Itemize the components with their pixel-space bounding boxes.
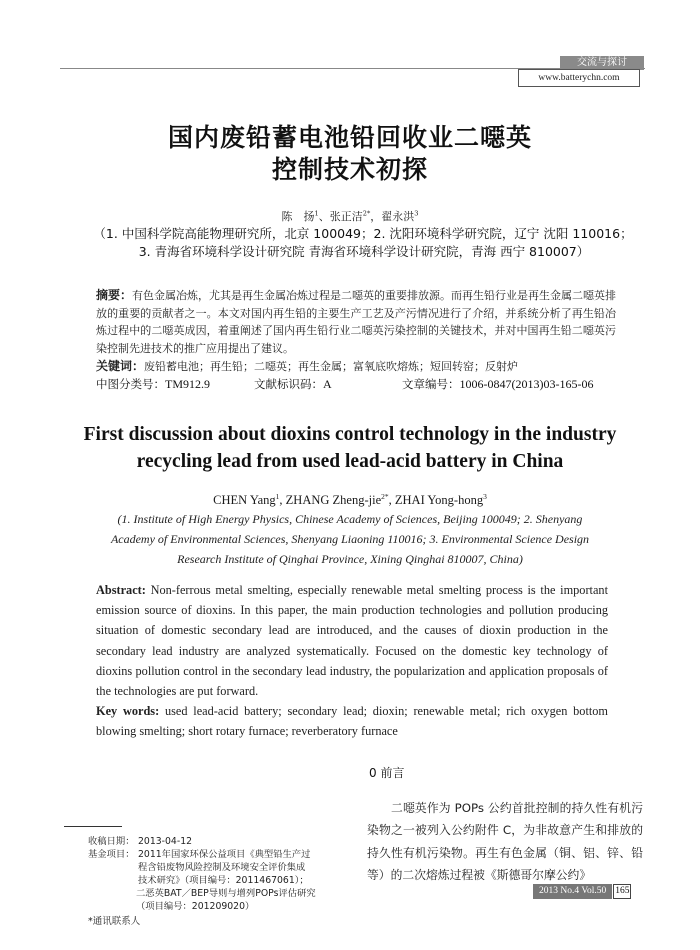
keywords-en-label: Key words: — [96, 704, 160, 719]
abstract-en-text: Non-ferrous metal smelting, especially renewable metal smelting process is the important emission source of dioxins. In this paper, the main production technologies and pollution producing situation of domestic secondary lead are introduced, and the causes of dioxin production in the secondary lead industry are analyzed systematically. Focused on the domestic key technology of dioxins pollution control in the secondary lead industry, the popularization and application proposals of the technologies are put forward. — [96, 583, 608, 699]
article-number-label: 文章编号： — [402, 377, 460, 391]
author-en-1: CHEN Yang — [213, 493, 276, 507]
journal-website: www.batterychn.com — [518, 69, 640, 87]
title-en-line2: recycling lead from used lead-acid battery in China — [136, 451, 564, 472]
project-label: 基金项目： — [88, 848, 135, 860]
authors-cn: 陈 扬$^1$、张正洁$^{2*}$，翟永洪$^3$ — [281, 209, 419, 223]
article-number-value: 1006-0847(2013)03-165-06 — [459, 377, 594, 391]
project-line3: 技术研究》（项目编号：2011467061）； — [138, 874, 309, 886]
abstract-en — [96, 580, 608, 742]
keywords-cn-label: 关键词： — [96, 359, 145, 373]
author-en-1-sup: 1 — [275, 491, 280, 501]
project-line1: 2011年国家环保公益项目《典型铅生产过 — [138, 848, 311, 860]
doc-code — [254, 376, 332, 392]
abstract-cn-text: 有色金属冶炼，尤其是再生金属冶炼过程是二噁英的重要排放源。而再生铅行业是再生金属二噁英排放的重要的贡献者之一。本文对国内再生铅的主要生产工艺及产污情况进行了介绍，并系统分析了再生铅冶炼过程中的二噁英成因，着重阐述了国内再生铅行业二噁英污染控制的关键技术，并对中国再生铅二噁英污染控制先进技术的推广应用提出了建议。 — [96, 289, 617, 355]
body-paragraph: 二噁英作为 POPs 公约首批控制的持久性有机污染物之一被列入公约附件 C，为非故意产生和排放的持久性有机污染物。再生有色金属（铜、铝、锌、铅等）的二次熔炼过程被《斯德哥尔摩公约》 — [367, 801, 643, 883]
project-line2: 程含铅废物风险控制及环境安全评价集成 — [138, 861, 306, 873]
clc-value: TM912.9 — [165, 377, 210, 391]
affiliation-cn-line1: （1. 中国科学院高能物理研究所，北京 100049；2. 沈阳环境科学研究院，辽宁 沈阳 110016； — [93, 226, 633, 241]
abstract-en-label: Abstract: — [96, 583, 146, 597]
clc-code — [96, 376, 210, 392]
received-date: 2013-04-12 — [138, 836, 193, 847]
author-cn-3-sup: 3 — [414, 209, 419, 218]
title-cn-line1: 国内废铅蓄电池铅回收业二噁英 — [167, 123, 532, 152]
abstract-cn — [96, 287, 616, 357]
footnote — [88, 836, 348, 913]
corresponding-author-note: *通讯联系人 — [88, 916, 141, 927]
affiliation-en-line1: (1. Institute of High Energy Physics, Chinese Academy of Sciences, Beijing 100049; 2. Shenyang — [117, 512, 583, 526]
author-en-3: ZHAI Yong-hong — [394, 493, 484, 507]
section-heading: 0 前言 — [369, 766, 405, 780]
classification-row — [96, 376, 636, 394]
author-en-2-sup: 2* — [381, 491, 389, 501]
author-cn-2: 张正洁 — [329, 210, 363, 223]
project-line5: （项目编号：201209020） — [136, 900, 255, 912]
affiliation-en-line2: Academy of Environmental Sciences, Shenyang Liaoning 110016; 3. Environmental Science Design — [110, 532, 590, 546]
author-cn-2-sup: 2* — [362, 209, 371, 218]
footnote-rule — [64, 826, 122, 827]
page-number: 165 — [613, 884, 631, 899]
authors-en: CHEN Yang$^1$, ZHANG Zheng-jie$^{2*}$, ZHAI Yong-hong$^3$ — [213, 491, 487, 507]
title-en-line1: First discussion about dioxins control technology in the industry — [83, 424, 617, 445]
author-cn-1-sup: 1 — [314, 209, 319, 218]
keywords-en-text: used lead-acid battery; secondary lead; dioxin; renewable metal; rich oxygen bottom blowing smelting; short rotary furnace; reverberatory furnace — [96, 704, 609, 739]
received-label: 收稿日期： — [88, 836, 135, 847]
doc-label: 文献标识码： — [254, 377, 323, 391]
author-cn-1: 陈 扬 — [281, 210, 315, 223]
author-cn-3: 翟永洪 — [381, 210, 415, 223]
author-en-2: ZHANG Zheng-jie — [285, 493, 382, 507]
affiliation-en — [92, 509, 608, 569]
author-en-3-sup: 3 — [483, 491, 487, 501]
article-number — [402, 376, 593, 392]
keywords-cn-text: 废铅蓄电池；再生铅；二噁英；再生金属；富氧底吹熔炼；短回转窑；反射炉 — [144, 360, 519, 373]
title-cn-line2: 控制技术初探 — [271, 155, 428, 184]
title-en — [60, 421, 640, 475]
affiliation-cn-line2: 3. 青海省环境科学设计研究院 青海省环境科学设计研究院，青海 西宁 810007） — [138, 244, 590, 259]
project-line4: 二恶英BAT／BEP导则与增列POPs评估研究 — [136, 887, 316, 899]
doc-value: A — [323, 377, 332, 391]
section-label: 交流与探讨 — [560, 56, 644, 70]
keywords-cn — [96, 358, 616, 376]
clc-label: 中图分类号： — [96, 377, 165, 391]
issue-label: 2013 No.4 Vol.50 — [533, 884, 612, 899]
affiliation-en-line3: Research Institute of Qinghai Province, Xining Qinghai 810007, China) — [177, 552, 523, 566]
issue-info — [533, 884, 631, 899]
abstract-cn-label: 摘要： — [96, 288, 133, 302]
